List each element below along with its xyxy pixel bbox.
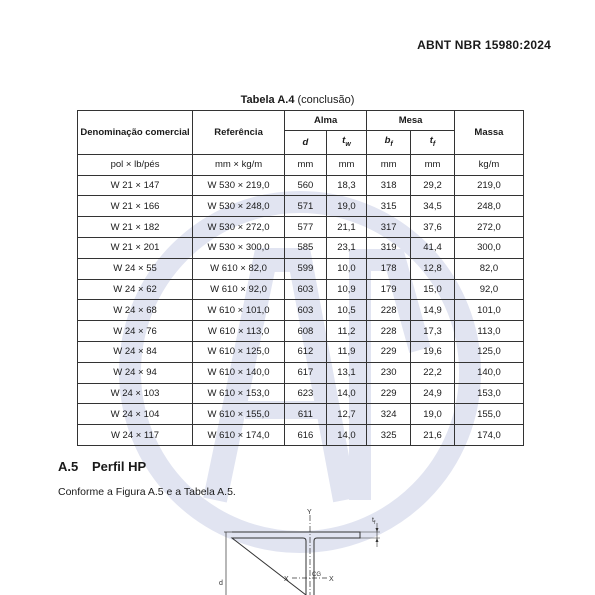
cell-mass: 125,0: [454, 342, 523, 363]
cell-d: 612: [285, 342, 327, 363]
table-row: [78, 362, 524, 383]
table-caption-note: (conclusão): [297, 94, 355, 106]
cell-tw: 19,0: [326, 196, 367, 217]
cell-designation: W 24 × 117: [78, 425, 193, 446]
col-header-web: Alma: [285, 111, 367, 131]
cell-reference: W 610 × 155,0: [193, 404, 285, 425]
figure-x-right-label: X: [329, 576, 334, 583]
cell-reference: W 610 × 153,0: [193, 383, 285, 404]
cell-tw: 11,2: [326, 321, 367, 342]
cell-reference: W 530 × 248,0: [193, 196, 285, 217]
cell-reference: W 610 × 113,0: [193, 321, 285, 342]
cell-mass: 155,0: [454, 404, 523, 425]
unit-cell-tw: mm: [326, 154, 367, 175]
hp-profile-figure: [200, 505, 420, 595]
cell-tf: 34,5: [411, 196, 455, 217]
unit-cell-d: mm: [285, 154, 327, 175]
cell-designation: W 21 × 166: [78, 196, 193, 217]
col-header-d: d: [285, 131, 327, 155]
cell-reference: W 530 × 300,0: [193, 238, 285, 259]
unit-cell-bf: mm: [367, 154, 411, 175]
cell-tf: 12,8: [411, 258, 455, 279]
cell-bf: 229: [367, 383, 411, 404]
cell-tf: 41,4: [411, 238, 455, 259]
cell-d: 608: [285, 321, 327, 342]
cell-mass: 272,0: [454, 217, 523, 238]
unit-cell-tf: mm: [411, 154, 455, 175]
cell-designation: W 21 × 201: [78, 238, 193, 259]
cell-d: 571: [285, 196, 327, 217]
cell-bf: 315: [367, 196, 411, 217]
cell-d: 623: [285, 383, 327, 404]
col-header-bf: $b_f$: [367, 131, 411, 155]
figure-tf-label: $t_f$: [372, 517, 376, 526]
cell-tw: 10,9: [326, 279, 367, 300]
col-header-reference: Referência: [193, 111, 285, 155]
cell-tf: 14,9: [411, 300, 455, 321]
cell-designation: W 24 × 76: [78, 321, 193, 342]
section-title: Perfil HP: [92, 459, 147, 474]
cell-mass: 219,0: [454, 175, 523, 196]
cell-designation: W 24 × 104: [78, 404, 193, 425]
cell-designation: W 24 × 94: [78, 362, 193, 383]
cell-tf: 15,0: [411, 279, 455, 300]
cell-tw: 10,5: [326, 300, 367, 321]
cell-tf: 19,0: [411, 404, 455, 425]
cell-bf: 229: [367, 342, 411, 363]
table-row: [78, 217, 524, 238]
table-row: [78, 258, 524, 279]
table-row: [78, 300, 524, 321]
cell-d: 603: [285, 279, 327, 300]
cell-designation: W 21 × 182: [78, 217, 193, 238]
profile-table: [77, 110, 524, 446]
cell-tw: 18,3: [326, 175, 367, 196]
cell-bf: 325: [367, 425, 411, 446]
cell-d: 611: [285, 404, 327, 425]
cell-designation: W 24 × 103: [78, 383, 193, 404]
cell-reference: W 610 × 174,0: [193, 425, 285, 446]
cell-tw: 23,1: [326, 238, 367, 259]
table-row: [78, 175, 524, 196]
cell-reference: W 610 × 101,0: [193, 300, 285, 321]
table-row: [78, 196, 524, 217]
table-caption-label: Tabela A.4: [240, 94, 295, 106]
section-number: A.5: [58, 459, 79, 474]
cell-tf: 37,6: [411, 217, 455, 238]
cell-bf: 318: [367, 175, 411, 196]
table-units-row: [78, 154, 524, 175]
cell-reference: W 610 × 125,0: [193, 342, 285, 363]
cell-d: 617: [285, 362, 327, 383]
cell-tf: 17,3: [411, 321, 455, 342]
cell-reference: W 530 × 272,0: [193, 217, 285, 238]
cell-designation: W 24 × 62: [78, 279, 193, 300]
table-row: [78, 238, 524, 259]
figure-cg-label: CG: [312, 572, 321, 578]
cell-tf: 21,6: [411, 425, 455, 446]
table-row: [78, 342, 524, 363]
cell-d: 599: [285, 258, 327, 279]
col-header-flange: Mesa: [367, 111, 455, 131]
cell-tw: 21,1: [326, 217, 367, 238]
cell-mass: 174,0: [454, 425, 523, 446]
unit-cell-reference: mm × kg/m: [193, 154, 285, 175]
col-header-tf: $t_f$: [411, 131, 455, 155]
table-row: [78, 321, 524, 342]
cell-bf: 228: [367, 321, 411, 342]
cell-tw: 12,7: [326, 404, 367, 425]
cell-bf: 228: [367, 300, 411, 321]
cell-mass: 153,0: [454, 383, 523, 404]
cell-mass: 113,0: [454, 321, 523, 342]
cell-designation: W 24 × 84: [78, 342, 193, 363]
cell-d: 560: [285, 175, 327, 196]
cell-tf: 19,6: [411, 342, 455, 363]
cell-reference: W 610 × 82,0: [193, 258, 285, 279]
cell-d: 577: [285, 217, 327, 238]
standard-code: ABNT NBR 15980:2024: [417, 38, 551, 52]
cell-tw: 14,0: [326, 425, 367, 446]
cell-bf: 317: [367, 217, 411, 238]
section-heading: [58, 459, 146, 474]
unit-cell-designation: pol × lb/pés: [78, 154, 193, 175]
cell-reference: W 610 × 92,0: [193, 279, 285, 300]
cell-mass: 82,0: [454, 258, 523, 279]
intro-paragraph: Conforme a Figura A.5 e a Tabela A.5.: [58, 486, 236, 498]
table-row: [78, 425, 524, 446]
cell-tw: 14,0: [326, 383, 367, 404]
figure-y-label: Y: [307, 509, 312, 516]
cell-tw: 13,1: [326, 362, 367, 383]
cell-tw: 10,0: [326, 258, 367, 279]
cell-tf: 29,2: [411, 175, 455, 196]
cell-reference: W 530 × 219,0: [193, 175, 285, 196]
cell-tw: 11,9: [326, 342, 367, 363]
cell-d: 616: [285, 425, 327, 446]
table-row: [78, 383, 524, 404]
table-row: [78, 279, 524, 300]
cell-bf: 178: [367, 258, 411, 279]
cell-d: 585: [285, 238, 327, 259]
cell-bf: 319: [367, 238, 411, 259]
cell-d: 603: [285, 300, 327, 321]
table-caption: [0, 94, 595, 106]
col-header-designation: Denominação comercial: [78, 111, 193, 155]
cell-designation: W 24 × 68: [78, 300, 193, 321]
cell-mass: 92,0: [454, 279, 523, 300]
col-header-mass: Massa: [454, 111, 523, 155]
figure-d-label: d: [219, 580, 223, 587]
figure-x-left-label: X: [284, 576, 289, 583]
table-row: [78, 404, 524, 425]
cell-mass: 300,0: [454, 238, 523, 259]
unit-cell-mass: kg/m: [454, 154, 523, 175]
cell-mass: 140,0: [454, 362, 523, 383]
cell-tf: 24,9: [411, 383, 455, 404]
cell-reference: W 610 × 140,0: [193, 362, 285, 383]
col-header-tw: $t_w$: [326, 131, 367, 155]
cell-tf: 22,2: [411, 362, 455, 383]
cell-designation: W 21 × 147: [78, 175, 193, 196]
cell-bf: 230: [367, 362, 411, 383]
cell-bf: 179: [367, 279, 411, 300]
cell-mass: 101,0: [454, 300, 523, 321]
cell-designation: W 24 × 55: [78, 258, 193, 279]
table-body: [78, 154, 524, 445]
cell-mass: 248,0: [454, 196, 523, 217]
cell-bf: 324: [367, 404, 411, 425]
